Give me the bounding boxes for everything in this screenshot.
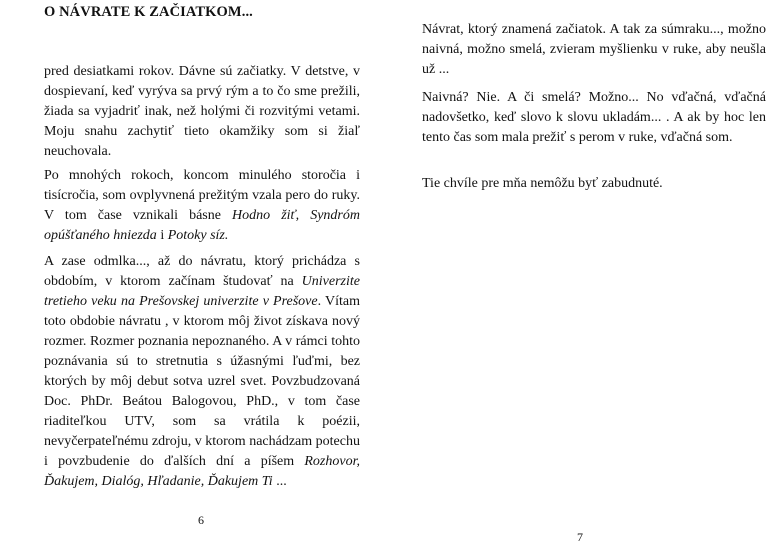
italic-text-run: Potoky síz. [167, 228, 229, 243]
text-run: i [156, 228, 168, 243]
italic-text-run: Hodno žiť, Syndróm opúšťaného hniezda [44, 208, 360, 243]
italic-text-run: Rozhovor, Ďakujem, Dialóg, Hľadanie, Ďakujem Ti [44, 454, 360, 489]
text-run: Po mnohých rokoch, koncom minulého storočia i tisícročia, som ovplyvnená prežitým vzala pero do ruky. V tom čase vznikali básne [44, 168, 360, 223]
text-run: . Vítam toto obdobie návratu , v ktorom môj život získava nový rozmer. Rozmer poznania nepoznaného. A v rámci tohto poznávania sú to stretnutia s úžasnými ľuďmi, bez ktorých by môj debut sotva uzrel svet. Povzbudzovaná Doc. PhDr. Beátou Balogovou, PhD., v tom čase riaditeľkou UTV, som sa vrátila k poézii, nevyčerpateľnému zdroju, v ktorom nachádzam potechu i povzbudenie do ďalších dní a píšem [44, 294, 361, 469]
paragraph [422, 20, 766, 80]
page-number: 6 [198, 513, 204, 527]
paragraph [44, 166, 360, 246]
text-run: Naivná? Nie. A či smelá? Možno... No vďačná, vďačná nadovšetko, keď slovo k slovu ukladám... . A ak by hoc len tento čas som mala prežiť s perom v ruke, vďačná som. [422, 90, 766, 145]
paragraph [44, 62, 360, 162]
paragraph [422, 174, 766, 194]
text-run: Tie chvíle pre mňa nemôžu byť zabudnuté. [422, 176, 663, 191]
italic-text-run: Univerzite tretieho veku na Prešovskej univerzite v Prešove [44, 274, 360, 309]
text-run: Návrat, ktorý znamená začiatok. A tak za súmraku..., možno naivná, možno smelá, zvieram myšlienku v ruke, aby neušla už ... [422, 22, 766, 77]
paragraph [44, 252, 360, 492]
text-run: pred desiatkami rokov. Dávne sú začiatky. V detstve, v dospievaní, keď vyrýva sa prvý rým a to čo sme prežili, žiada sa vyjadriť inak, než holými či rozvitými vetami. Moju snahu zachytiť tieto okamžiky som si žiaľ neuchovala. [44, 64, 360, 159]
paragraph [422, 88, 766, 148]
page-number: 7 [577, 530, 583, 544]
text-run: ... [272, 474, 287, 489]
text-run: A zase odmlka..., až do návratu, ktorý prichádza s obdobím, v ktorom začínam študovať na [44, 254, 360, 289]
chapter-title: O NÁVRATE K ZAČIATKOM... [44, 4, 253, 20]
